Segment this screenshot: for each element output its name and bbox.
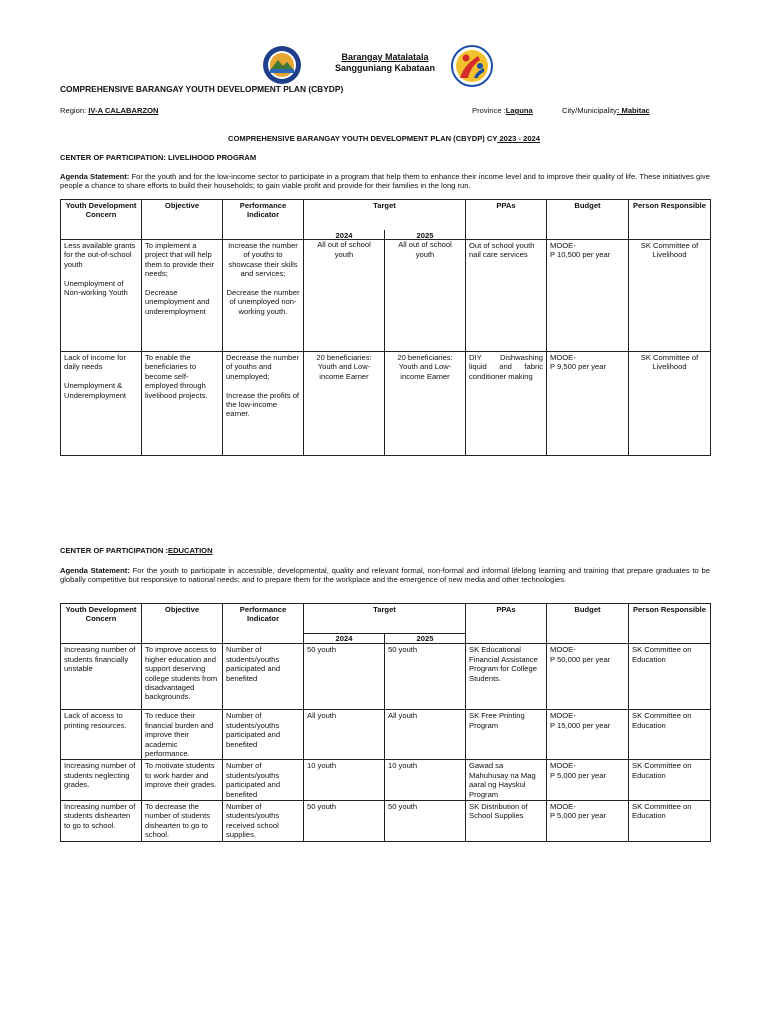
plan-title: COMPREHENSIVE BARANGAY YOUTH DEVELOPMENT PLAN (CBYDP) CY 2023 - 2024 — [228, 134, 540, 143]
col-ppas: PPAs — [466, 604, 547, 644]
col-person: Person Responsible — [629, 604, 711, 644]
col-2024: 2024 — [304, 634, 385, 644]
livelihood-agenda: Agenda Statement: For the youth and for the low-income sector to participate in a program that help them to enhance their income level and to improve their quality of life. These initiatives give people a chance to share efforts to build their households; to gain viable profit and provide for their families in the long run. — [60, 172, 710, 191]
region-value: IV-A CALABARZON — [88, 106, 159, 115]
education-section-title: CENTER OF PARTICIPATION :EDUCATION — [60, 546, 213, 555]
table-header-row — [61, 200, 711, 230]
col-objective: Objective — [142, 200, 223, 240]
col-indicator: Performance Indicator — [223, 200, 304, 240]
livelihood-section-title: CENTER OF PARTICIPATION: LIVELIHOOD PROGRAM — [60, 153, 257, 162]
education-table — [60, 603, 711, 842]
col-concern: Youth Development Concern — [61, 604, 142, 644]
livelihood-table — [60, 199, 711, 456]
city-line: City/Municipality: Mabitac — [562, 106, 650, 115]
city-value: : Mabitac — [616, 106, 650, 115]
col-budget: Budget — [547, 604, 629, 644]
col-budget: Budget — [547, 200, 629, 240]
council-name: Sangguniang Kabataan — [334, 63, 435, 73]
table-row: Lack of access to printing resources. To reduce their financial burden and improve their academic performance. Number of students/youths participated and benefited All youth All youth SK Free Printing Program MOOE- P 15,000 per year SK Committee on Education — [61, 710, 711, 760]
province-line: Province :Laguna — [472, 106, 533, 115]
table-header-row — [61, 604, 711, 634]
col-person: Person Responsible — [629, 200, 711, 240]
table-row: Increasing number of students neglecting grades. To motivate students to work harder and improve their grades. Number of students/youths participated and benefited 10 youth 10 youth Gawad sa Mahuhusay na Mag aaral ng Hayskul Program MOOE- P 5,000 per year SK Committee on Education — [61, 760, 711, 801]
col-concern: Youth Development Concern — [61, 200, 142, 240]
col-ppas: PPAs — [466, 200, 547, 240]
barangay-name: Barangay Matalatala — [341, 52, 429, 62]
education-agenda: Agenda Statement: For the youth to participate in accessible, developmental, quality and relevant formal, non-formal and informal lifelong learning and training that prepare graduates to be globally competitive but responsive to national needs; and to prepare them for the workplace and the emergence of new media and other technologies. — [60, 566, 710, 585]
col-target: Target — [304, 200, 466, 230]
barangay-seal-icon — [262, 45, 302, 85]
table-row: Less available grants for the out-of-school youth Unemployment of Non-working Youth To implement a project that will help them to provide their needs; Decrease unemployment and underemployment Increase the number of youths to showcase their skills and services; Decrease the number of unemployed non-working youth. 2024 All out of school youth 2025 All out of school youth Out of school youth nail care services MOOE- P 10,500 per year SK Committee of Livelihood — [61, 239, 711, 351]
province-value: Laguna — [505, 106, 533, 115]
header-block — [300, 52, 470, 74]
col-objective: Objective — [142, 604, 223, 644]
col-indicator: Performance Indicator — [223, 604, 304, 644]
table-row: Increasing number of students dishearten to go to school. To decrease the number of students dishearten to go to school. Number of students/youths received school supplies. 50 youth 50 youth SK Distribution of School Supplies MOOE- P 5,000 per year SK Committee on Education — [61, 801, 711, 842]
col-target: Target — [304, 604, 466, 634]
col-2025: 2025 — [385, 634, 466, 644]
document-title: COMPREHENSIVE BARANGAY YOUTH DEVELOPMENT PLAN (CBYDP) — [60, 84, 344, 94]
region-line: Region: IV-A CALABARZON — [60, 106, 159, 115]
table-row: Lack of income for daily needs Unemployment & Underemployment To enable the beneficiaries to become self-employed through livelihood projects. Decrease the number of youths and unemployed; Increase the profits of the low-income earner. 20 beneficiaries: Youth and Low-income Earner 20 beneficiaries: Youth and Low-income Earner DIY Dishwashing liquid and fabric conditioner making MOOE- P 9,500 per year SK Committee of Livelihood — [61, 351, 711, 455]
table-row: Increasing number of students financially unstable To improve access to higher education and support deserving college students from disadvantaged backgrounds. Number of students/youths participated and benefited 50 youth 50 youth SK Educational Financial Assistance Program for College Students. MOOE- P 50,000 per year SK Committee on Education — [61, 644, 711, 710]
